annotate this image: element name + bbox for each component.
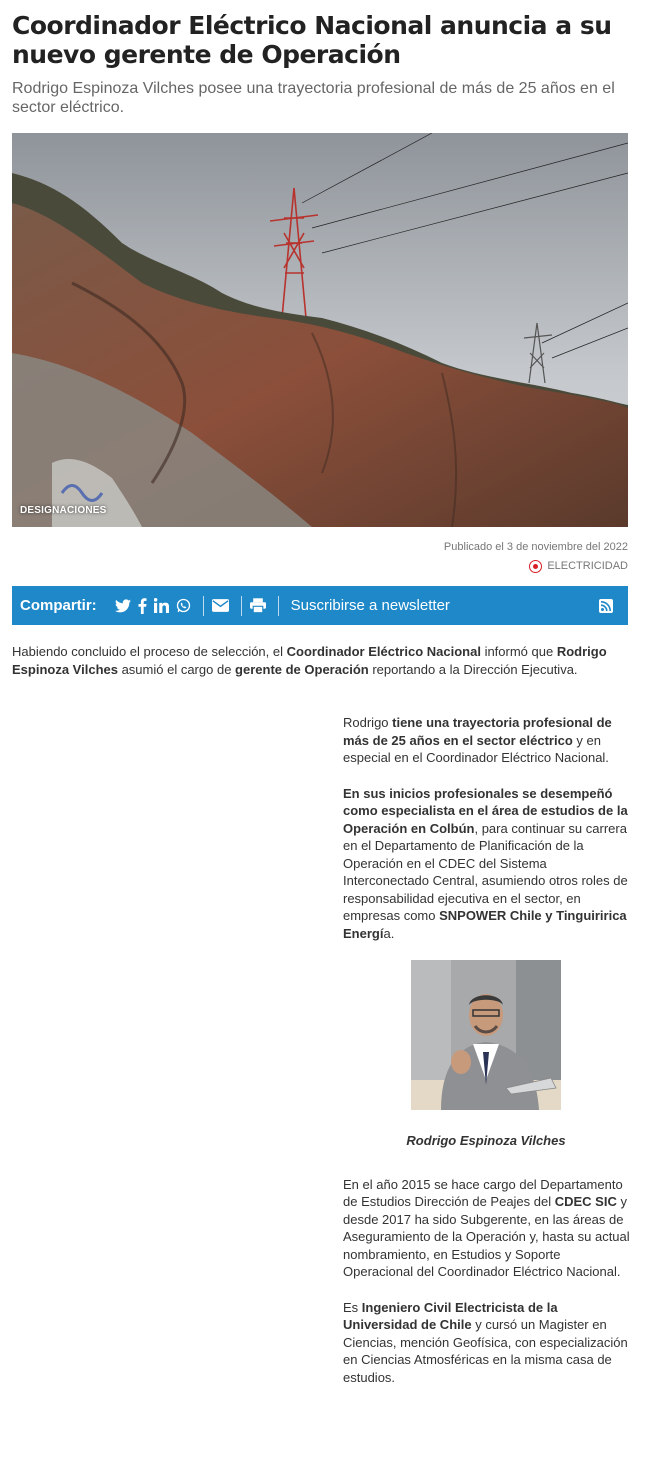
category-link[interactable]	[12, 559, 628, 573]
hero-image	[12, 133, 628, 527]
article-subtitle: Rodrigo Espinoza Vilches posee una trayectoria profesional de más de 25 años en el sector eléctrico.	[12, 80, 615, 116]
hero-photo-power-towers-on-cliff	[12, 133, 628, 527]
photo-caption: Rodrigo Espinoza Vilches	[406, 1133, 566, 1148]
body-paragraph: Es Ingeniero Civil Electricista de la Universidad de Chile y cursó un Magister en Ciencias, mención Geofísica, con especialización en Ciencias Atmosféricas en la misma casa de estudios.	[343, 1299, 628, 1385]
publish-date: Publicado el 3 de noviembre del 2022	[443, 541, 628, 553]
category-label: ELECTRICIDAD	[547, 560, 628, 572]
body-paragraph: En el año 2015 se hace cargo del Departamento de Estudios Dirección de Peajes del CDEC SIC y desde 2017 ha sido Subgerente, en las áreas de Aseguramiento de la Operación y, hasta su actual nombramiento, en Estudios y Soporte Operacional del Coordinador Eléctrico Nacional.	[343, 1176, 630, 1279]
share-bar	[12, 586, 628, 625]
article-title: Coordinador Eléctrico Nacional anuncia a su nuevo gerente de Operación	[12, 11, 612, 69]
email-icon[interactable]	[212, 596, 229, 616]
portrait-image	[411, 960, 561, 1110]
newsletter-link[interactable]: Suscribirse a newsletter	[290, 597, 450, 614]
body-paragraph: Rodrigo tiene una trayectoria profesional de más de 25 años en el sector eléctrico y en especial en el Coordinador Eléctrico Nacional.	[343, 715, 612, 765]
article-meta	[12, 540, 628, 573]
facebook-icon[interactable]	[138, 596, 147, 616]
article-lead: Habiendo concluido el proceso de selección, el Coordinador Eléctrico Nacional informó que Rodrigo Espinoza Vilches asumió el cargo de gerente de Operación reportando a la Dirección Ejecutiva.	[12, 644, 607, 677]
body-paragraph: En sus inicios profesionales se desempeñó como especialista en el área de estudios de la Operación en Colbún, para continuar su carrera en el Departamento de Planificación de la Operación en el CDEC del Sistema Interconectado Central, asumiendo otros roles de responsabilidad ejecutiva en el sector, en empresas como SNPOWER Chile y Tinguiririca Energía.	[343, 785, 628, 941]
share-label: Compartir:	[20, 597, 97, 614]
bullseye-icon	[529, 560, 542, 573]
share-divider	[278, 596, 279, 616]
hero-category-tag[interactable]: DESIGNACIONES	[20, 505, 107, 516]
share-divider	[203, 596, 204, 616]
article-body-column	[343, 714, 633, 1404]
print-icon[interactable]	[250, 596, 266, 616]
whatsapp-icon[interactable]	[176, 596, 191, 616]
linkedin-icon[interactable]	[154, 596, 169, 616]
twitter-icon[interactable]	[115, 596, 131, 616]
portrait-photo	[411, 960, 561, 1110]
rss-icon[interactable]	[599, 596, 613, 616]
share-divider	[241, 596, 242, 616]
